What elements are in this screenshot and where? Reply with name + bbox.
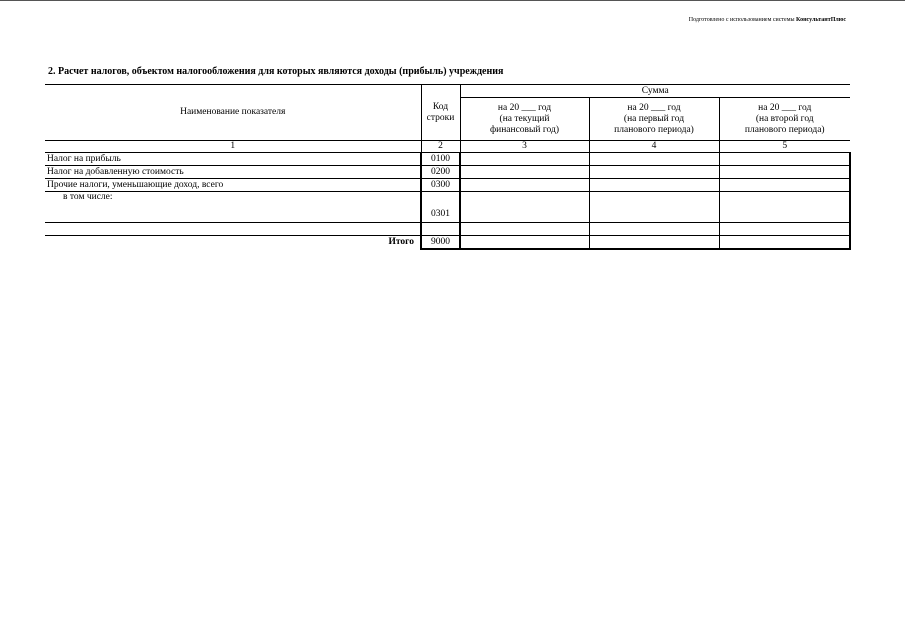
col-number-2: 2 [421,141,460,153]
value-cell-second[interactable] [719,179,850,192]
value-cell-first[interactable] [589,166,719,179]
col-number-3: 3 [460,141,589,153]
header-line-code-1: Код [432,101,449,112]
column-numbers-row [45,141,850,153]
header-sum: Сумма [460,85,850,98]
total-cell-first[interactable] [589,236,719,250]
total-code: 9000 [421,236,460,250]
value-cell-first[interactable] [589,179,719,192]
value-cell-current[interactable] [460,153,589,166]
value-cell-first[interactable] [589,192,719,223]
period-first-line2: (на первый год [623,113,685,124]
period-second-line2: (на второй год [755,113,814,124]
value-cell-second[interactable] [719,153,850,166]
period-current-line2: (на текущий [499,113,550,124]
table-row [45,153,850,166]
row-code [421,223,460,236]
table-row [45,166,850,179]
header-period-current [460,98,589,141]
col-number-4: 4 [589,141,719,153]
period-first-line1: на 20 ___ год [627,102,681,113]
page-top-border [0,0,905,1]
row-name: Прочие налоги, уменьшающие доход, всего [45,179,421,192]
row-name: Налог на прибыль [45,153,421,166]
header-line-code-2: строки [426,112,455,123]
value-cell-second[interactable] [719,192,850,223]
header-indicator-name: Наименование показателя [45,85,421,141]
value-cell-first[interactable] [589,153,719,166]
row-name: в том числе: [45,192,421,223]
table-row [45,192,850,223]
note-brand: КонсультантПлюс [796,17,846,23]
header-period-second [719,98,850,141]
col-number-5: 5 [719,141,850,153]
row-code: 0100 [421,153,460,166]
row-name [45,223,421,236]
row-name: Налог на добавленную стоимость [45,166,421,179]
total-cell-current[interactable] [460,236,589,250]
period-current-line1: на 20 ___ год [497,102,552,113]
tax-calculation-table [45,84,851,250]
value-cell-current[interactable] [460,166,589,179]
value-cell-current[interactable] [460,192,589,223]
row-code: 0200 [421,166,460,179]
total-cell-second[interactable] [719,236,850,250]
period-second-line3: планового периода) [744,124,825,135]
value-cell-first[interactable] [589,223,719,236]
col-number-1: 1 [45,141,421,153]
value-cell-current[interactable] [460,223,589,236]
total-label: Итого [388,237,414,247]
value-cell-second[interactable] [719,166,850,179]
table-row [45,223,850,236]
note-prefix: Подготовлено с использованием системы [688,17,797,23]
period-current-line3: финансовый год) [489,124,560,135]
header-line-code [421,85,460,141]
value-cell-current[interactable] [460,179,589,192]
period-second-line1: на 20 ___ год [758,102,812,113]
row-code: 0300 [421,179,460,192]
table-row [45,179,850,192]
value-cell-second[interactable] [719,223,850,236]
period-first-line3: планового периода) [614,124,694,135]
row-code: 0301 [421,192,460,223]
section-title: 2. Расчет налогов, объектом налогообложения для которых являются доходы (прибыль) учреждения [48,66,504,77]
header-period-first [589,98,719,141]
total-row [45,236,850,250]
consultant-plus-note [689,17,846,23]
